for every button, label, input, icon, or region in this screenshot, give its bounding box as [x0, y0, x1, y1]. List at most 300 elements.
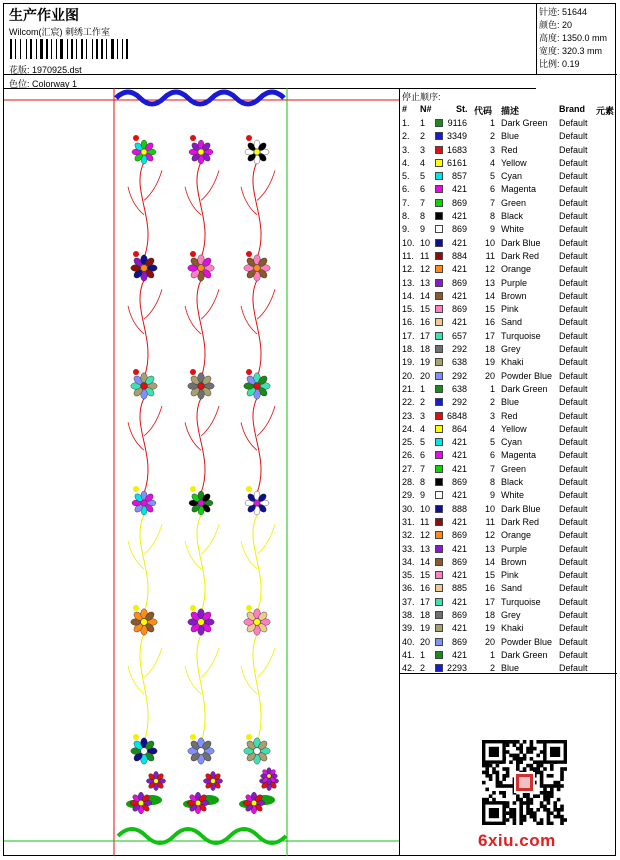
row-description: Grey [501, 609, 521, 620]
row-code: 2 [489, 397, 495, 408]
row-needle: 9 [420, 490, 426, 501]
stop-sequence-table [400, 88, 617, 674]
row-code: 13 [484, 543, 495, 554]
row-stitches: 869 [451, 556, 467, 567]
row-code: 9 [489, 224, 495, 235]
row-brand: Default [559, 570, 588, 581]
row-needle: 5 [420, 437, 426, 448]
design-preview [4, 88, 399, 856]
row-brand: Default [559, 463, 588, 474]
row-needle: 15 [420, 304, 431, 315]
col-index: # [402, 104, 408, 114]
table-row [400, 636, 617, 649]
row-description: Blue [501, 131, 520, 142]
row-description: Magenta [501, 450, 537, 461]
stat-width: 宽度: 320.3 mm [539, 46, 603, 56]
table-row [400, 303, 617, 316]
row-brand: Default [559, 264, 588, 275]
worksheet [3, 3, 616, 856]
stat-scale: 比例: 0.19 [539, 59, 580, 69]
row-brand: Default [559, 530, 588, 541]
row-index: 2. [402, 131, 410, 142]
row-description: Yellow [501, 157, 527, 168]
color-swatch [435, 598, 443, 606]
row-index: 16. [402, 317, 415, 328]
col-code: 代码 [474, 106, 493, 116]
row-code: 3 [489, 144, 495, 155]
row-description: Grey [501, 344, 521, 355]
qr-code [482, 740, 567, 825]
colorway-name: Colorway 1 [32, 79, 78, 89]
row-needle: 10 [420, 237, 431, 248]
row-needle: 19 [420, 623, 431, 634]
table-row [400, 263, 617, 276]
row-brand: Default [559, 516, 588, 527]
table-row [400, 556, 617, 569]
stat-height: 高度: 1350.0 mm [539, 33, 608, 43]
row-code: 16 [484, 317, 495, 328]
row-brand: Default [559, 410, 588, 421]
colorway-label: 色位: [9, 79, 30, 89]
row-index: 27. [402, 463, 415, 474]
row-stitches: 869 [451, 304, 467, 315]
color-swatch [435, 465, 443, 473]
row-stitches: 869 [451, 477, 467, 488]
row-stitches: 421 [451, 450, 467, 461]
color-swatch [435, 225, 443, 233]
row-brand: Default [559, 663, 588, 674]
row-needle: 18 [420, 344, 431, 355]
row-stitches: 292 [451, 344, 467, 355]
color-swatch [435, 119, 443, 127]
row-description: Brown [501, 290, 527, 301]
row-stitches: 2293 [446, 663, 467, 674]
row-needle: 6 [420, 184, 426, 195]
row-brand: Default [559, 304, 588, 315]
row-index: 6. [402, 184, 410, 195]
row-stitches: 421 [451, 264, 467, 275]
row-needle: 11 [420, 250, 430, 261]
row-description: Pink [501, 304, 519, 315]
row-needle: 17 [420, 330, 431, 341]
row-needle: 1 [420, 649, 426, 660]
row-stitches: 421 [451, 184, 467, 195]
color-swatch [435, 478, 443, 486]
table-row [400, 183, 617, 196]
color-swatch [435, 638, 443, 646]
row-stitches: 657 [451, 330, 467, 341]
color-swatch [435, 518, 443, 526]
row-brand: Default [559, 224, 588, 235]
row-index: 3. [402, 144, 410, 155]
stop-sequence-title: 停止顺序: [402, 92, 441, 102]
row-stitches: 421 [451, 490, 467, 501]
row-needle: 5 [420, 171, 426, 182]
watermark-logo: 6xiu.com [478, 831, 556, 850]
row-brand: Default [559, 131, 588, 142]
row-code: 1 [489, 383, 495, 394]
row-description: Magenta [501, 184, 537, 195]
row-code: 8 [489, 211, 495, 222]
row-description: Sand [501, 583, 523, 594]
table-row [400, 237, 617, 250]
row-brand: Default [559, 503, 588, 514]
row-stitches: 292 [451, 370, 467, 381]
stat-colors: 颜色: 20 [539, 20, 573, 30]
row-brand: Default [559, 277, 588, 288]
row-needle: 17 [420, 596, 431, 607]
row-description: Blue [501, 663, 520, 674]
row-stitches: 421 [451, 211, 467, 222]
row-index: 28. [402, 477, 415, 488]
table-row [400, 596, 617, 609]
row-description: Dark Blue [501, 237, 541, 248]
row-index: 15. [402, 304, 415, 315]
row-index: 39. [402, 623, 415, 634]
row-index: 35. [402, 570, 415, 581]
row-description: Powder Blue [501, 636, 553, 647]
row-brand: Default [559, 623, 588, 634]
row-stitches: 292 [451, 397, 467, 408]
row-needle: 6 [420, 450, 426, 461]
table-row [400, 622, 617, 635]
row-index: 8. [402, 211, 410, 222]
row-needle: 7 [420, 463, 426, 474]
row-brand: Default [559, 184, 588, 195]
row-brand: Default [559, 171, 588, 182]
row-index: 42. [402, 663, 415, 674]
row-needle: 14 [420, 290, 431, 301]
top-wave-border [116, 92, 284, 104]
row-needle: 1 [420, 118, 426, 128]
table-row [400, 463, 617, 476]
row-code: 14 [484, 290, 495, 301]
row-index: 36. [402, 583, 415, 594]
row-code: 20 [484, 370, 495, 381]
row-needle: 13 [420, 543, 431, 554]
row-description: Khaki [501, 357, 524, 368]
color-swatch [435, 438, 443, 446]
color-swatch [435, 372, 443, 380]
color-swatch [435, 146, 443, 154]
row-brand: Default [559, 237, 588, 248]
color-swatch [435, 451, 443, 459]
row-description: Green [501, 463, 527, 474]
color-swatch [435, 358, 443, 366]
row-description: Dark Red [501, 250, 540, 261]
row-needle: 9 [420, 224, 426, 235]
row-index: 22. [402, 397, 415, 408]
row-needle: 16 [420, 583, 431, 594]
row-description: Turquoise [501, 330, 541, 341]
row-code: 6 [489, 184, 495, 195]
stats-panel [536, 4, 617, 75]
stat-stitches: 针迹: 51644 [539, 7, 588, 17]
row-needle: 3 [420, 144, 426, 155]
row-brand: Default [559, 344, 588, 355]
row-code: 20 [484, 636, 495, 647]
row-stitches: 421 [451, 463, 467, 474]
row-code: 7 [489, 463, 495, 474]
row-needle: 8 [420, 477, 426, 488]
table-row [400, 277, 617, 290]
row-index: 26. [402, 450, 415, 461]
row-needle: 3 [420, 410, 426, 421]
studio-name: Wilcom(汇宸) 刺绣工作室 [9, 27, 110, 37]
table-row [400, 662, 617, 675]
row-description: Dark Green [501, 118, 548, 128]
row-brand: Default [559, 118, 588, 128]
col-stitches: St. [456, 104, 468, 114]
row-brand: Default [559, 157, 588, 168]
header-block [4, 4, 536, 89]
table-row [400, 569, 617, 582]
row-index: 32. [402, 530, 415, 541]
row-index: 18. [402, 344, 415, 355]
row-code: 13 [484, 277, 495, 288]
row-description: Dark Blue [501, 503, 541, 514]
row-description: Dark Green [501, 383, 548, 394]
row-stitches: 885 [451, 583, 467, 594]
color-swatch [435, 545, 443, 553]
table-row [400, 197, 617, 210]
row-index: 31. [402, 516, 415, 527]
row-code: 10 [484, 503, 495, 514]
color-swatch [435, 584, 443, 592]
row-code: 11 [485, 250, 495, 261]
table-row [400, 290, 617, 303]
row-needle: 10 [420, 503, 431, 514]
row-stitches: 6161 [446, 157, 467, 168]
row-code: 5 [489, 437, 495, 448]
row-needle: 15 [420, 570, 431, 581]
table-row [400, 157, 617, 170]
color-swatch [435, 318, 443, 326]
row-stitches: 421 [451, 317, 467, 328]
row-index: 38. [402, 609, 415, 620]
row-index: 13. [402, 277, 415, 288]
table-row [400, 396, 617, 409]
row-description: Brown [501, 556, 527, 567]
row-stitches: 638 [451, 357, 467, 368]
row-index: 41. [402, 649, 415, 660]
row-brand: Default [559, 317, 588, 328]
row-code: 19 [484, 357, 495, 368]
row-brand: Default [559, 290, 588, 301]
row-code: 3 [489, 410, 495, 421]
row-index: 4. [402, 157, 410, 168]
table-row [400, 210, 617, 223]
row-needle: 4 [420, 423, 426, 434]
row-description: White [501, 224, 525, 235]
row-brand: Default [559, 370, 588, 381]
table-row [400, 423, 617, 436]
color-swatch [435, 172, 443, 180]
row-code: 1 [489, 118, 495, 128]
row-index: 7. [402, 197, 410, 208]
color-swatch [435, 611, 443, 619]
row-needle: 4 [420, 157, 426, 168]
table-row [400, 250, 617, 263]
row-stitches: 421 [451, 516, 467, 527]
table-row [400, 144, 617, 157]
table-row [400, 436, 617, 449]
row-stitches: 421 [451, 596, 467, 607]
row-brand: Default [559, 197, 588, 208]
color-swatch [435, 345, 443, 353]
row-description: Blue [501, 397, 520, 408]
row-stitches: 857 [451, 171, 467, 182]
row-brand: Default [559, 423, 588, 434]
table-row [400, 330, 617, 343]
row-stitches: 884 [451, 250, 467, 261]
row-stitches: 421 [451, 570, 467, 581]
row-brand: Default [559, 649, 588, 660]
row-code: 4 [489, 423, 495, 434]
col-description: 描述 [501, 106, 520, 116]
row-index: 24. [402, 423, 415, 434]
color-swatch [435, 385, 443, 393]
row-stitches: 421 [451, 649, 467, 660]
row-index: 40. [402, 636, 415, 647]
color-swatch [435, 651, 443, 659]
row-description: Black [501, 477, 524, 488]
row-index: 20. [402, 370, 415, 381]
row-brand: Default [559, 144, 588, 155]
table-row [400, 529, 617, 542]
color-swatch [435, 571, 443, 579]
color-swatch [435, 558, 443, 566]
row-brand: Default [559, 609, 588, 620]
row-code: 17 [484, 596, 495, 607]
table-row [400, 316, 617, 329]
row-description: Dark Green [501, 649, 548, 660]
table-row [400, 543, 617, 556]
table-row [400, 516, 617, 529]
row-description: Cyan [501, 171, 523, 182]
row-stitches: 869 [451, 636, 467, 647]
row-index: 10. [402, 237, 415, 248]
row-needle: 20 [420, 370, 431, 381]
row-stitches: 869 [451, 530, 467, 541]
color-swatch [435, 199, 443, 207]
row-code: 6 [489, 450, 495, 461]
row-stitches: 421 [451, 290, 467, 301]
row-code: 15 [484, 570, 495, 581]
row-brand: Default [559, 556, 588, 567]
table-header [400, 104, 617, 116]
row-brand: Default [559, 596, 588, 607]
row-needle: 2 [420, 663, 426, 674]
row-index: 12. [402, 264, 415, 275]
color-swatch [435, 239, 443, 247]
row-stitches: 421 [451, 543, 467, 554]
row-index: 19. [402, 357, 415, 368]
row-index: 21. [402, 383, 415, 394]
row-stitches: 421 [451, 237, 467, 248]
row-code: 8 [489, 477, 495, 488]
row-code: 18 [484, 344, 495, 355]
row-index: 33. [402, 543, 415, 554]
color-swatch [435, 305, 443, 313]
page-title: 生产作业图 [9, 7, 79, 23]
color-swatch [435, 332, 443, 340]
row-needle: 14 [420, 556, 431, 567]
table-row [400, 609, 617, 622]
row-index: 5. [402, 171, 410, 182]
row-stitches: 869 [451, 609, 467, 620]
row-stitches: 869 [451, 277, 467, 288]
row-code: 5 [489, 171, 495, 182]
color-swatch [435, 265, 443, 273]
row-description: Yellow [501, 423, 527, 434]
row-description: Khaki [501, 623, 524, 634]
table-row [400, 170, 617, 183]
table-row [400, 503, 617, 516]
row-code: 2 [489, 131, 495, 142]
color-swatch [435, 425, 443, 433]
color-swatch [435, 491, 443, 499]
row-index: 11. [402, 250, 414, 261]
table-row [400, 449, 617, 462]
row-code: 14 [484, 556, 495, 567]
row-brand: Default [559, 330, 588, 341]
row-index: 37. [402, 596, 415, 607]
table-row [400, 356, 617, 369]
row-index: 30. [402, 503, 415, 514]
color-swatch [435, 664, 443, 672]
row-stitches: 9116 [447, 118, 467, 128]
row-brand: Default [559, 250, 588, 261]
row-stitches: 421 [451, 623, 467, 634]
row-code: 10 [484, 237, 495, 248]
row-code: 17 [484, 330, 495, 341]
row-code: 12 [484, 530, 495, 541]
col-brand: Brand [559, 104, 586, 114]
row-code: 19 [484, 623, 495, 634]
row-stitches: 864 [451, 423, 467, 434]
row-stitches: 869 [451, 197, 467, 208]
row-description: Dark Red [501, 516, 540, 527]
row-code: 12 [484, 264, 495, 275]
row-stitches: 6848 [446, 410, 467, 421]
table-row [400, 410, 617, 423]
row-description: Red [501, 410, 518, 421]
row-description: Sand [501, 317, 523, 328]
row-needle: 13 [420, 277, 431, 288]
row-brand: Default [559, 636, 588, 647]
row-brand: Default [559, 583, 588, 594]
row-description: Black [501, 211, 524, 222]
row-needle: 11 [420, 516, 430, 527]
row-description: White [501, 490, 525, 501]
row-stitches: 3349 [446, 131, 467, 142]
barcode [10, 39, 146, 59]
color-swatch [435, 398, 443, 406]
row-stitches: 421 [451, 437, 467, 448]
row-description: Orange [501, 530, 532, 541]
color-swatch [435, 252, 443, 260]
file-line [9, 63, 82, 76]
color-swatch [435, 292, 443, 300]
row-needle: 12 [420, 530, 431, 541]
row-needle: 12 [420, 264, 431, 275]
table-row [400, 476, 617, 489]
row-stitches: 869 [451, 224, 467, 235]
row-index: 1. [402, 118, 410, 128]
color-swatch [435, 185, 443, 193]
col-element: 元素 [596, 106, 615, 116]
